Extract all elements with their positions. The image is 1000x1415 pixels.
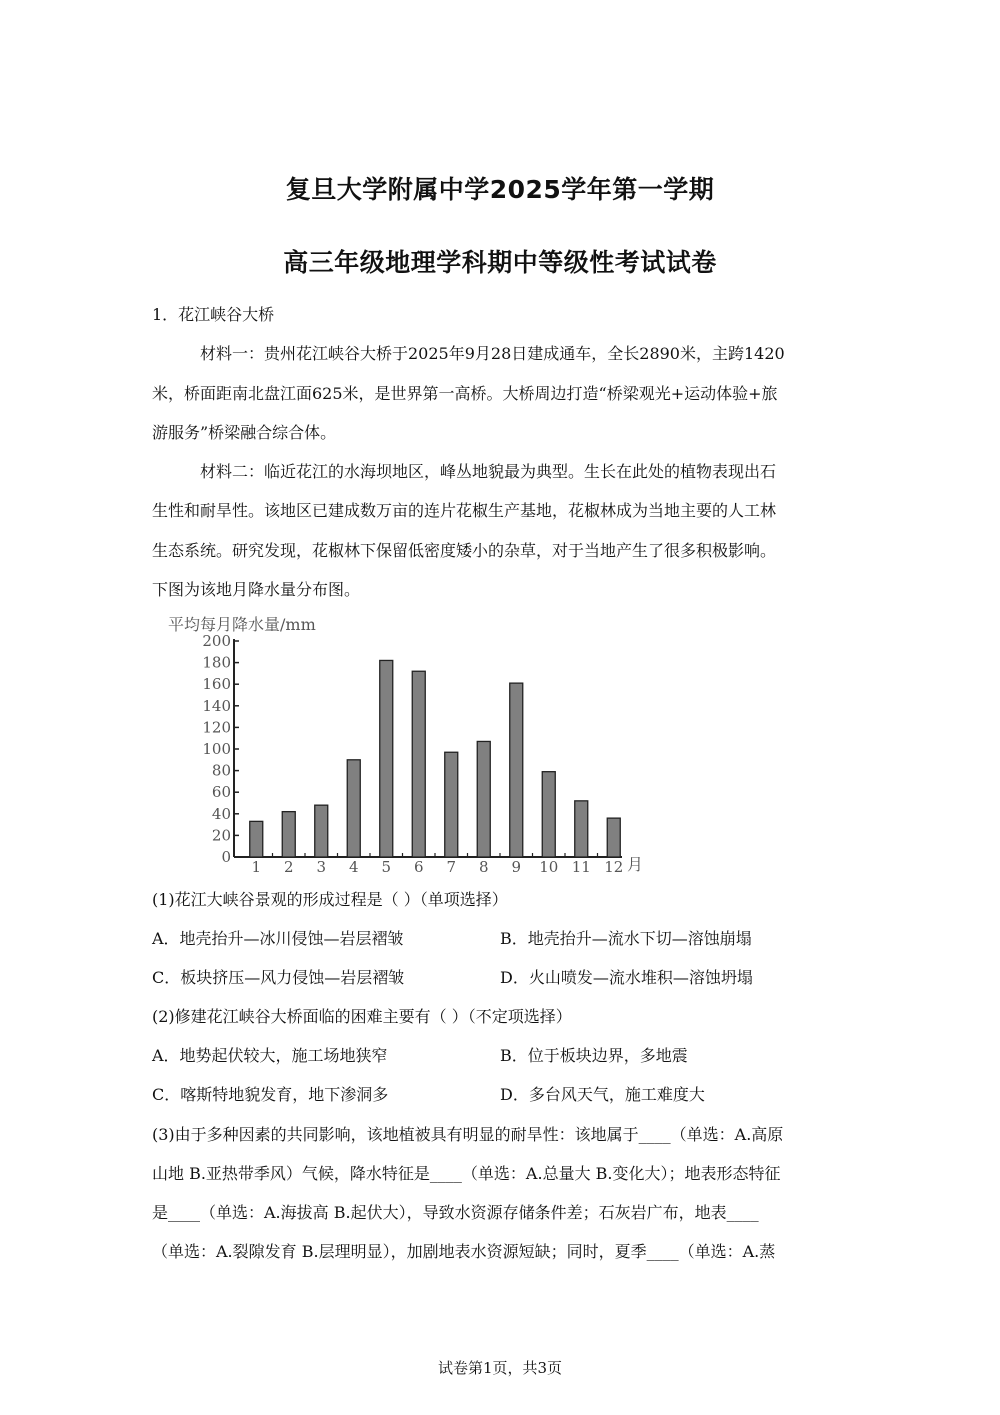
sub3-line: 是____（单选：A.海拔高 B.起伏大），导致水资源存储条件差；石灰岩广布，地表____ — [152, 1203, 759, 1222]
bar-month-10 — [542, 772, 555, 857]
sub1-option-a[interactable]: A．地壳抬升—冰川侵蚀—岩层褶皱 — [152, 929, 404, 948]
precipitation-bar-chart — [150, 610, 660, 880]
sub2-option-b[interactable]: B．位于板块边界，多地震 — [500, 1046, 688, 1065]
bar-month-6 — [412, 671, 425, 857]
material2-line: 生性和耐旱性。该地区已建成数万亩的连片花椒生产基地，花椒林成为当地主要的人工林 — [152, 501, 777, 520]
x-tick-label: 11 — [571, 858, 591, 876]
chart-xlabel: 月 — [627, 855, 644, 874]
y-tick-label: 120 — [202, 718, 231, 737]
sub1-option-c[interactable]: C．板块挤压—风力侵蚀—岩层褶皱 — [152, 968, 405, 987]
sub2-option-a[interactable]: A．地势起伏较大，施工场地狭窄 — [152, 1046, 388, 1065]
y-tick-label: 80 — [211, 761, 231, 780]
material2-line: 材料二：临近花江的水海坝地区，峰丛地貌最为典型。生长在此处的植物表现出石 — [200, 462, 777, 481]
sub2-option-d[interactable]: D．多台风天气，施工难度大 — [500, 1085, 705, 1104]
material2-line: 生态系统。研究发现，花椒林下保留低密度矮小的杂草，对于当地产生了很多积极影响。 — [152, 541, 777, 560]
x-tick-label: 4 — [348, 858, 359, 876]
bar-month-12 — [607, 818, 620, 857]
exam-title-line1: 复旦大学附属中学2025学年第一学期 — [285, 175, 715, 204]
sub1-options-row — [152, 968, 852, 988]
y-tick-label: 160 — [202, 675, 231, 694]
y-tick-label: 40 — [211, 804, 231, 823]
sub3-line: 山地 B.亚热带季风）气候，降水特征是____（单选：A.总量大 B.变化大）；地表形态特征 — [152, 1164, 781, 1183]
sub1-options-row — [152, 929, 852, 949]
material1-line: 米，桥面距南北盘江面625米，是世界第一高桥。大桥周边打造“桥梁观光+运动体验+旅 — [152, 384, 778, 403]
exam-title-line2: 高三年级地理学科期中等级性考试试卷 — [283, 248, 717, 277]
x-tick-label: 3 — [316, 858, 327, 876]
sub2-options-row — [152, 1046, 852, 1066]
x-tick-label: 7 — [446, 858, 457, 876]
bar-month-2 — [282, 812, 295, 857]
x-tick-label: 6 — [413, 858, 424, 876]
bar-month-8 — [477, 741, 490, 857]
bar-month-9 — [510, 683, 523, 857]
y-tick-label: 140 — [202, 696, 231, 715]
x-tick-label: 8 — [478, 858, 489, 876]
material1-line: 材料一：贵州花江峡谷大桥于2025年9月28日建成通车，全长2890米，主跨1420 — [200, 344, 785, 363]
x-tick-label: 1 — [251, 858, 262, 876]
question-heading: 1．花江峡谷大桥 — [152, 305, 275, 324]
sub3-line: （单选：A.裂隙发育 B.层理明显），加剧地表水资源短缺；同时，夏季____（单选：A.蒸 — [152, 1242, 776, 1261]
y-tick-label: 180 — [202, 653, 231, 672]
y-tick-label: 200 — [202, 632, 231, 650]
sub2-option-c[interactable]: C．喀斯特地貌发育，地下渗洞多 — [152, 1085, 389, 1104]
bar-month-4 — [347, 760, 360, 857]
chart-ylabel: 平均每月降水量/mm — [168, 615, 316, 634]
sub2-options-row — [152, 1085, 852, 1105]
sub1-option-d[interactable]: D．火山喷发—流水堆积—溶蚀坍塌 — [500, 968, 753, 987]
sub1-stem: (1)花江大峡谷景观的形成过程是（ ）（单项选择） — [152, 890, 508, 909]
bar-month-1 — [250, 821, 263, 857]
x-tick-label: 10 — [539, 858, 559, 876]
material2-line: 下图为该地月降水量分布图。 — [152, 580, 361, 599]
bar-month-11 — [575, 801, 588, 857]
y-tick-label: 100 — [202, 740, 231, 758]
sub2-stem: (2)修建花江峡谷大桥面临的困难主要有（ ）（不定项选择） — [152, 1007, 572, 1026]
x-tick-label: 9 — [511, 858, 522, 876]
x-tick-label: 5 — [381, 858, 392, 876]
sub3-line: (3)由于多种因素的共同影响，该地植被具有明显的耐旱性：该地属于____（单选：A.高原 — [152, 1125, 784, 1144]
y-tick-label: 20 — [211, 826, 231, 845]
y-tick-label: 0 — [221, 848, 231, 866]
y-tick-label: 60 — [211, 783, 231, 802]
material1-line: 游服务”桥梁融合综合体。 — [152, 423, 337, 442]
sub1-option-b[interactable]: B．地壳抬升—流水下切—溶蚀崩塌 — [500, 929, 752, 948]
x-tick-label: 12 — [604, 858, 624, 876]
x-tick-label: 2 — [283, 858, 294, 876]
bar-month-3 — [315, 805, 328, 857]
page-footer: 试卷第1页，共3页 — [437, 1359, 563, 1377]
bar-month-5 — [380, 660, 393, 857]
bar-month-7 — [445, 752, 458, 857]
